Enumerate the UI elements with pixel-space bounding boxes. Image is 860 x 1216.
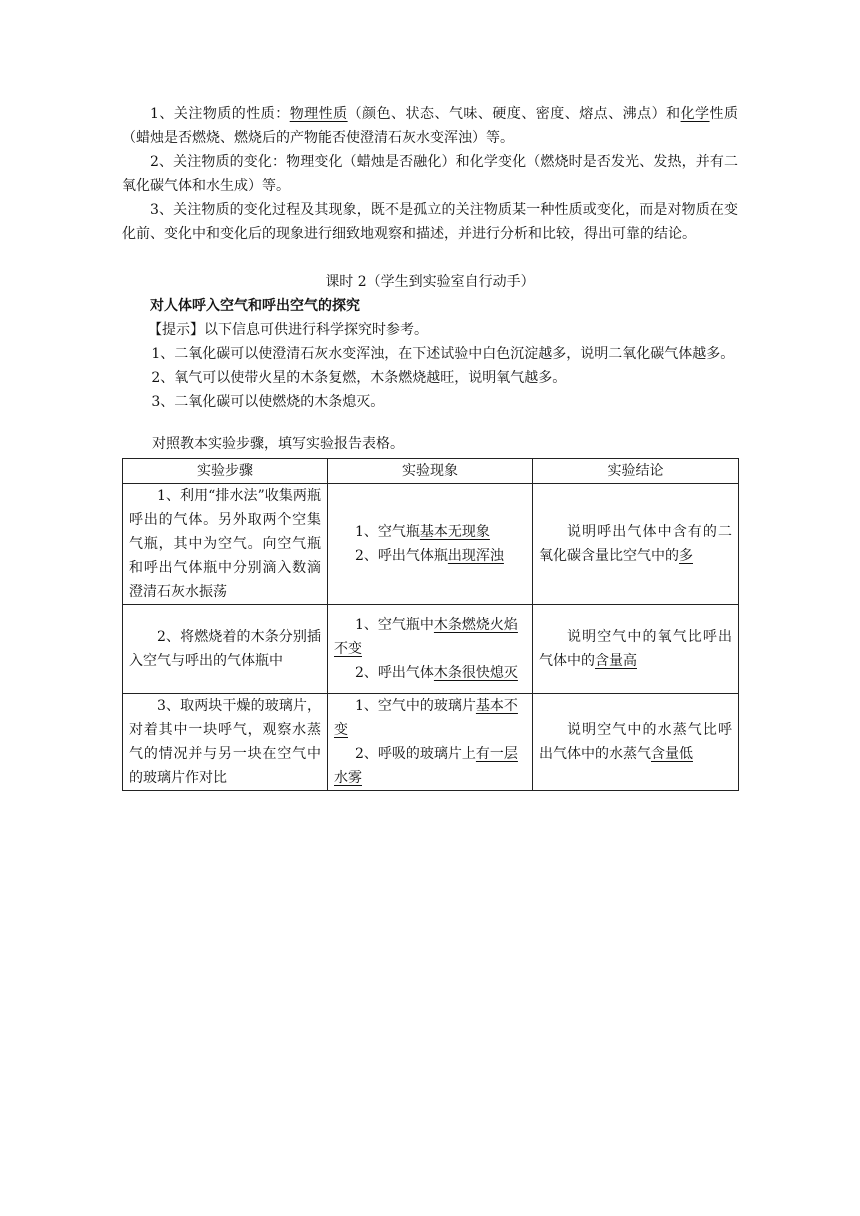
observation-line xyxy=(334,520,526,544)
table-row xyxy=(123,694,739,791)
observation-line xyxy=(334,661,526,685)
hint-item-3: 3、二氧化碳可以使燃烧的木条熄灭。 xyxy=(151,394,385,410)
step-cell: 2、将燃烧着的木条分别插入空气与呼出的气体瓶中 xyxy=(123,605,328,694)
underlined-text: 物理性质 xyxy=(289,106,348,122)
document-page xyxy=(122,102,738,791)
text-span: 2、呼吸的玻璃片上 xyxy=(355,746,476,762)
step-cell: 1、利用“排水法”收集两瓶呼出的气体。另外取两个空集气瓶，其中为空气。向空气瓶和呼出气体瓶中分别滴入数滴澄清石灰水振荡 xyxy=(123,484,328,605)
text-span: 1、关注物质的性质： xyxy=(150,106,290,122)
text-span: 说明呼出气体中含有的二氧化碳含量比空气中的 xyxy=(539,524,732,564)
answer-text: 含量高 xyxy=(595,653,637,669)
answer-text: 基本无现象 xyxy=(419,524,490,540)
header-observations: 实验现象 xyxy=(328,459,533,484)
observation-line xyxy=(334,544,526,568)
text-span: 性质（蜡烛是否燃烧、燃烧后的产物能否使澄清石灰水变浑浊）等。 xyxy=(122,106,739,146)
text-span: 2、呼出气体瓶 xyxy=(355,548,448,564)
answer-text: 木条很快熄灭 xyxy=(433,665,518,681)
header-conclusions: 实验结论 xyxy=(533,459,739,484)
text-span: （颜色、状态、气味、硬度、密度、熔点、沸点）和 xyxy=(347,106,681,122)
answer-text: 含量低 xyxy=(651,746,693,762)
conclusion-cell xyxy=(533,484,739,605)
hint-item-1: 1、二氧化碳可以使澄清石灰水变浑浊，在下述试验中白色沉淀越多，说明二氧化碳气体越多。 xyxy=(151,346,735,362)
text-span: 说明空气中的水蒸气比呼出气体中的水蒸气 xyxy=(539,722,732,762)
underlined-text: 化学 xyxy=(680,106,710,122)
hint-item-2: 2、氧气可以使带火星的木条复燃，木条燃烧越旺，说明氧气越多。 xyxy=(151,370,567,386)
observation-line xyxy=(334,742,526,790)
answer-text: 出现浑浊 xyxy=(447,548,504,564)
observation-cell xyxy=(328,484,533,605)
answer-text: 有一层水雾 xyxy=(334,746,518,786)
section-title: 对人体呼入空气和呼出空气的探究 xyxy=(150,298,360,314)
header-steps: 实验步骤 xyxy=(123,459,328,484)
intro-paragraph-3: 3、关注物质的变化过程及其现象，既不是孤立的关注物质某一种性质或变化，而是对物质在变化前、变化中和变化后的现象进行细致地观察和描述，并进行分析和比较，得出可靠的结论。 xyxy=(122,202,738,242)
text-span: 1、空气中的玻璃片 xyxy=(355,698,476,714)
text-span: 2、呼出气体 xyxy=(355,665,434,681)
observation-line xyxy=(334,694,526,742)
step-cell: 3、取两块干燥的玻璃片，对着其中一块呼气，观察水蒸气的情况并与另一块在空气中的玻璃片作对比 xyxy=(123,694,328,791)
intro-paragraph-2: 2、关注物质的变化：物理变化（蜡烛是否融化）和化学变化（燃烧时是否发光、发热，并有二氧化碳气体和水生成）等。 xyxy=(122,154,738,194)
text-span: 说明空气中的氧气比呼出气体中的 xyxy=(539,629,732,669)
conclusion-cell xyxy=(533,694,739,791)
report-table xyxy=(122,458,739,791)
hint-intro: 【提示】以下信息可供进行科学探究时参考。 xyxy=(148,322,428,338)
answer-text: 多 xyxy=(679,548,693,564)
observation-line xyxy=(334,613,526,661)
table-intro: 对照教本实验步骤，填写实验报告表格。 xyxy=(152,436,404,452)
observation-cell xyxy=(328,605,533,694)
table-header-row xyxy=(123,459,739,484)
text-span: 1、空气瓶 xyxy=(355,524,420,540)
text-span: 1、空气瓶中 xyxy=(355,617,434,633)
table-row xyxy=(123,484,739,605)
intro-paragraph-1 xyxy=(122,102,738,150)
observation-cell xyxy=(328,694,533,791)
lesson-heading: 课时 2（学生到实验室自行动手） xyxy=(325,274,535,290)
spacer xyxy=(122,414,738,432)
answer-text: 基本不变 xyxy=(334,698,518,738)
answer-text: 木条燃烧火焰不变 xyxy=(334,617,518,657)
conclusion-cell xyxy=(533,605,739,694)
table-row xyxy=(123,605,739,694)
